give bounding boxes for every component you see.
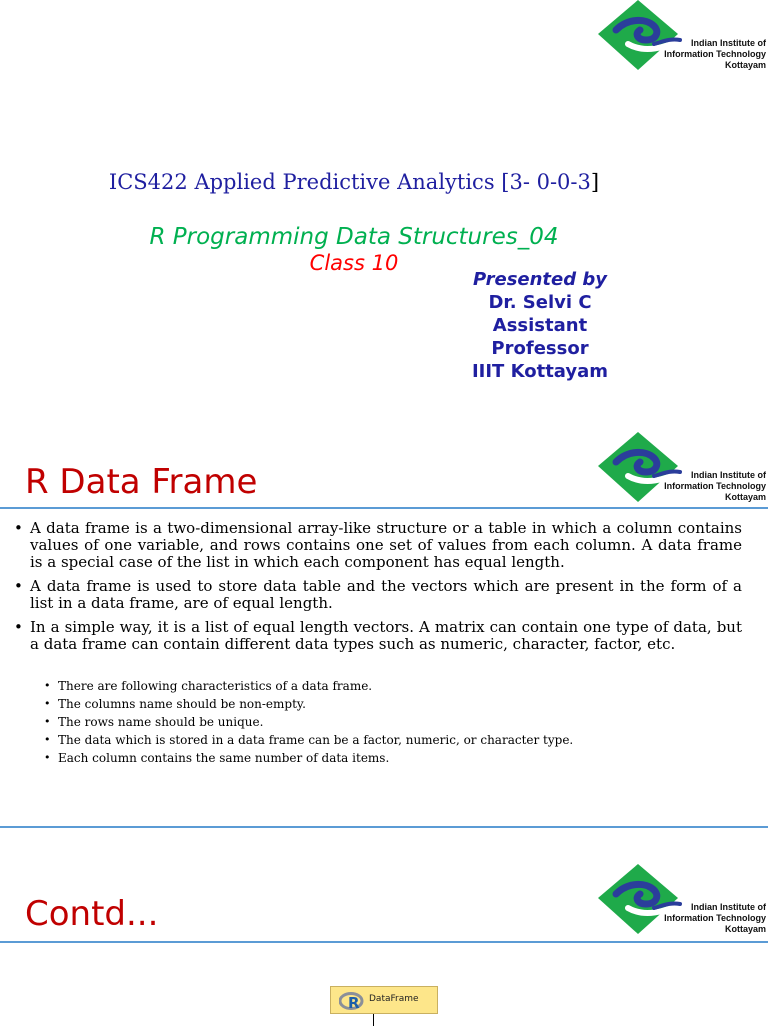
heading-divider <box>0 507 768 509</box>
logo-line-1: Indian Institute of <box>691 38 766 48</box>
dataframe-diagram-node <box>330 986 438 1014</box>
r-logo-icon <box>339 992 365 1010</box>
diagram-connector <box>373 1014 374 1026</box>
presenter-block <box>440 268 640 383</box>
title-slide <box>0 0 768 432</box>
sub-bullet-item: • The data which is stored in a data frame can be a factor, numeric, or character type. <box>44 731 724 749</box>
logo-line-3: Kottayam <box>724 924 766 934</box>
logo-text <box>664 470 766 503</box>
presenter-institute: IIIT Kottayam <box>471 361 609 382</box>
sub-bullet-item: • There are following characteristics of a data frame. <box>44 677 724 695</box>
slide-subtitle: R Programming Data Structures_04 <box>149 224 559 250</box>
presenter-title-line-2: Professor <box>491 338 589 359</box>
sub-bullet-item: • Each column contains the same number of data items. <box>44 749 724 767</box>
logo-text <box>664 38 766 71</box>
heading-divider <box>0 941 768 943</box>
iiit-kottayam-logo <box>598 0 768 70</box>
slide-heading: Contd... <box>25 894 159 934</box>
course-name: Applied Predictive Analytics [3- 0-0-3 <box>194 170 591 194</box>
dataframe-label: DataFrame <box>369 994 419 1004</box>
sub-bullet-list <box>44 677 724 767</box>
presenter-name: Dr. Selvi C <box>488 292 592 313</box>
logo-line-3: Kottayam <box>724 492 766 502</box>
bullet-item: • A data frame is used to store data table and the vectors which are present in the form of a list in a data frame, are of equal length. <box>10 578 742 612</box>
logo-line-2: Information Technology <box>664 481 766 491</box>
course-code: ICS422 <box>108 170 188 194</box>
sub-bullet-item: • The rows name should be unique. <box>44 713 724 731</box>
logo-line-3: Kottayam <box>724 60 766 70</box>
course-title <box>0 170 708 194</box>
contd-slide <box>0 828 768 1024</box>
logo-text <box>664 902 766 935</box>
iiit-kottayam-logo <box>598 864 768 934</box>
bullet-list <box>10 520 742 660</box>
bullet-item: • A data frame is a two-dimensional array-like structure or a table in which a column contains values of one variable, and rows contains one set of values from each column. A data frame is a special case of the list in which each component has equal length. <box>10 520 742 571</box>
logo-line-1: Indian Institute of <box>691 470 766 480</box>
logo-line-2: Information Technology <box>664 913 766 923</box>
presenter-title-line-1: Assistant <box>492 315 588 336</box>
logo-line-1: Indian Institute of <box>691 902 766 912</box>
iiit-kottayam-logo <box>598 432 768 502</box>
logo-line-2: Information Technology <box>664 49 766 59</box>
class-number: Class 10 <box>309 251 399 275</box>
slide-heading: R Data Frame <box>25 462 258 502</box>
bullet-item: • In a simple way, it is a list of equal length vectors. A matrix can contain one type of data, but a data frame can contain different data types such as numeric, character, factor, etc. <box>10 619 742 653</box>
data-frame-slide <box>0 432 768 828</box>
course-bracket: ] <box>590 170 600 194</box>
svg-text:R: R <box>348 994 360 1010</box>
sub-bullet-item: • The columns name should be non-empty. <box>44 695 724 713</box>
presented-by-label: Presented by <box>472 269 608 290</box>
